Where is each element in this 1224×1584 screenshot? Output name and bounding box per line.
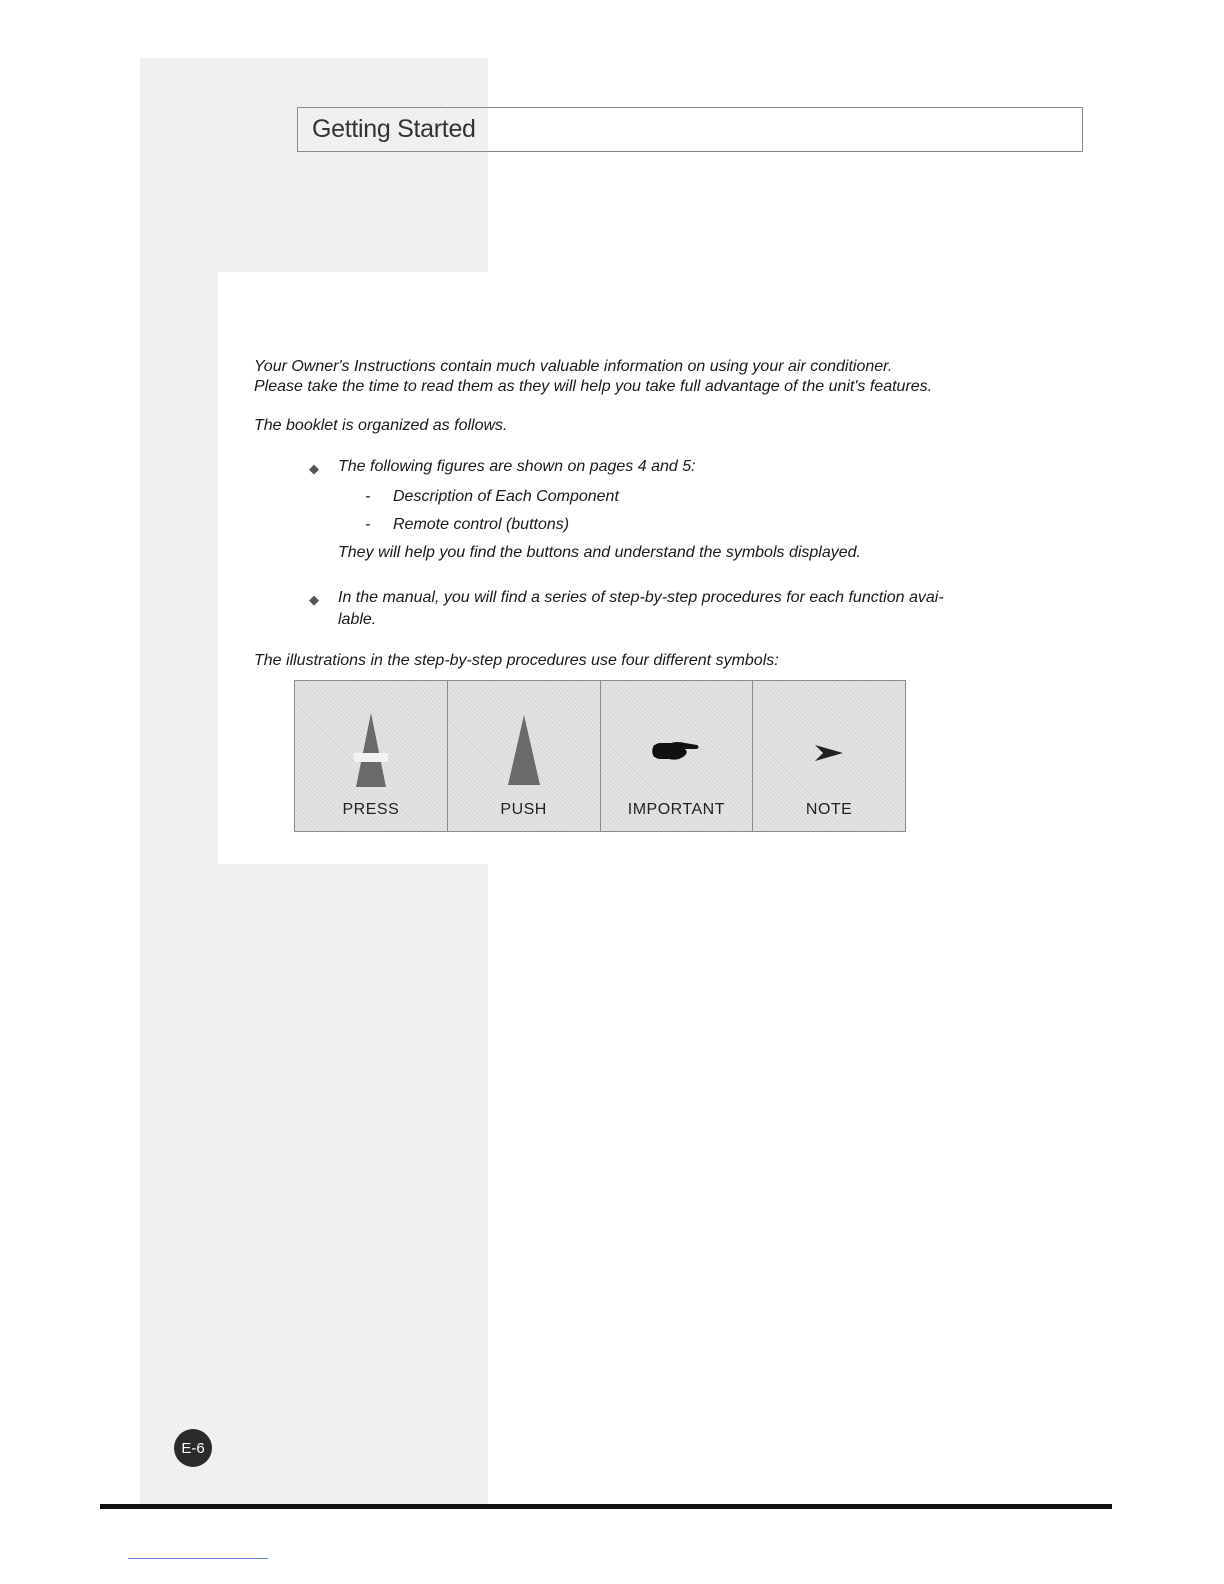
symbol-legend: [294, 680, 906, 832]
symbols-intro: The illustrations in the step-by-step procedures use four different symbols:: [254, 652, 779, 669]
symbol-cell-important: [601, 681, 754, 831]
dash-icon: -: [365, 516, 371, 533]
subitem-2: Remote control (buttons): [393, 516, 570, 533]
subitem-1: Description of Each Component: [393, 488, 619, 505]
intro-line-1: Your Owner's Instructions contain much valuable information on using your air conditioner.: [254, 358, 893, 375]
diamond-bullet-icon: ◆: [309, 461, 319, 476]
symbol-cell-note: [753, 681, 905, 831]
bullet-1-followup: They will help you find the buttons and understand the symbols displayed.: [338, 544, 861, 561]
push-arrow-icon: [507, 715, 541, 785]
symbol-label-important: IMPORTANT: [627, 801, 725, 818]
page-title: Getting Started: [312, 115, 476, 143]
pointing-hand-icon: [651, 739, 701, 763]
section-title-box: [297, 107, 1083, 152]
page-number-badge: E-6: [174, 1429, 212, 1467]
organized-line: The booklet is organized as follows.: [254, 417, 508, 434]
scan-edge-line: [128, 1558, 268, 1559]
bottom-rule: [100, 1504, 1112, 1509]
bullet-2-line-1: In the manual, you will find a series of step-by-step procedures for each function avai-: [338, 589, 944, 606]
symbol-cell-press: [295, 681, 448, 831]
symbol-label-push: PUSH: [500, 801, 547, 818]
bullet-2-line-2: lable.: [338, 611, 377, 628]
symbol-cell-push: [448, 681, 601, 831]
intro-line-2: Please take the time to read them as they will help you take full advantage of the unit's features.: [254, 378, 933, 395]
press-arrow-icon: [354, 713, 388, 787]
note-arrow-icon: [813, 743, 845, 763]
dash-icon: -: [365, 488, 371, 505]
symbol-label-note: NOTE: [805, 801, 853, 818]
diamond-bullet-icon: ◆: [309, 592, 319, 607]
bullet-1-text: The following figures are shown on pages 4 and 5:: [338, 458, 696, 475]
symbol-label-press: PRESS: [342, 801, 400, 818]
